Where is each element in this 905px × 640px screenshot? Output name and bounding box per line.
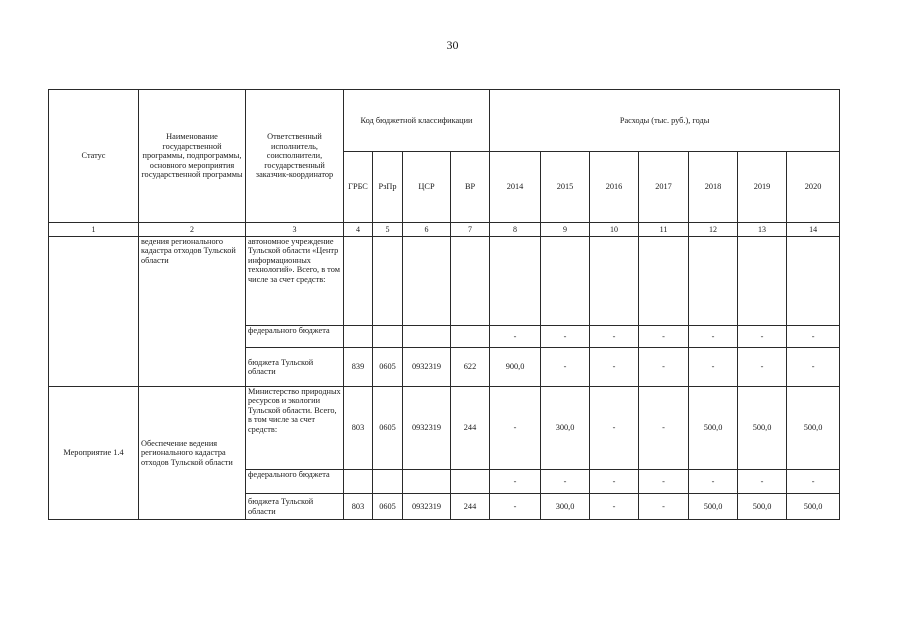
value-cell: - bbox=[490, 494, 541, 520]
rzpr-cell bbox=[373, 470, 403, 494]
grbs-cell: 803 bbox=[344, 494, 373, 520]
column-number: 13 bbox=[738, 223, 787, 237]
csr-cell: 0932319 bbox=[403, 348, 451, 387]
value-cell: - bbox=[738, 470, 787, 494]
value-cell: 500,0 bbox=[738, 387, 787, 470]
value-cell: - bbox=[738, 326, 787, 348]
responsible-cell: Министерство природных ресурсов и экологии Тульской области. Всего, в том числе за счет средств: bbox=[246, 387, 344, 470]
header-expenses: Расходы (тыс. руб.), годы bbox=[490, 90, 840, 152]
header-budget-code: Код бюджетной классификации bbox=[344, 90, 490, 152]
vr-cell: 244 bbox=[451, 387, 490, 470]
value-cell: - bbox=[689, 326, 738, 348]
column-number: 1 bbox=[49, 223, 139, 237]
responsible-cell: автономное учреждение Тульской области «Центр информационных технологий». Всего, в том числе за счет средств: bbox=[246, 237, 344, 326]
value-cell: 500,0 bbox=[738, 494, 787, 520]
csr-cell bbox=[403, 237, 451, 326]
responsible-cell: бюджета Тульской области bbox=[246, 348, 344, 387]
column-number: 6 bbox=[403, 223, 451, 237]
value-cell: - bbox=[639, 387, 689, 470]
value-cell: - bbox=[541, 348, 590, 387]
header-year: 2017 bbox=[639, 152, 689, 223]
value-cell bbox=[738, 237, 787, 326]
header-year: 2019 bbox=[738, 152, 787, 223]
column-number: 3 bbox=[246, 223, 344, 237]
value-cell: 500,0 bbox=[787, 494, 840, 520]
column-number-row bbox=[49, 223, 840, 237]
value-cell bbox=[490, 237, 541, 326]
value-cell: 300,0 bbox=[541, 494, 590, 520]
grbs-cell bbox=[344, 470, 373, 494]
csr-cell: 0932319 bbox=[403, 494, 451, 520]
grbs-cell bbox=[344, 326, 373, 348]
value-cell: - bbox=[590, 348, 639, 387]
value-cell: - bbox=[787, 326, 840, 348]
column-number: 2 bbox=[139, 223, 246, 237]
rzpr-cell: 0605 bbox=[373, 387, 403, 470]
grbs-cell: 839 bbox=[344, 348, 373, 387]
header-year: 2016 bbox=[590, 152, 639, 223]
column-number: 9 bbox=[541, 223, 590, 237]
csr-cell: 0932319 bbox=[403, 387, 451, 470]
vr-cell: 622 bbox=[451, 348, 490, 387]
value-cell: - bbox=[490, 387, 541, 470]
value-cell: - bbox=[787, 470, 840, 494]
column-number: 4 bbox=[344, 223, 373, 237]
value-cell: - bbox=[738, 348, 787, 387]
header-year: 2014 bbox=[490, 152, 541, 223]
header-vr: ВР bbox=[451, 152, 490, 223]
column-number: 7 bbox=[451, 223, 490, 237]
status-cell: Мероприятие 1.4 bbox=[49, 387, 139, 520]
value-cell: - bbox=[590, 494, 639, 520]
vr-cell: 244 bbox=[451, 494, 490, 520]
value-cell: - bbox=[689, 348, 738, 387]
value-cell: - bbox=[639, 470, 689, 494]
column-number: 11 bbox=[639, 223, 689, 237]
responsible-cell: федерального бюджета bbox=[246, 470, 344, 494]
vr-cell bbox=[451, 326, 490, 348]
rzpr-cell bbox=[373, 237, 403, 326]
header-responsible: Ответственный исполнитель, соисполнители, государственный заказчик-координатор bbox=[246, 90, 344, 223]
grbs-cell bbox=[344, 237, 373, 326]
value-cell bbox=[787, 237, 840, 326]
rzpr-cell: 0605 bbox=[373, 494, 403, 520]
grbs-cell: 803 bbox=[344, 387, 373, 470]
responsible-cell: бюджета Тульской области bbox=[246, 494, 344, 520]
value-cell: - bbox=[689, 470, 738, 494]
value-cell: - bbox=[787, 348, 840, 387]
value-cell bbox=[689, 237, 738, 326]
column-number: 8 bbox=[490, 223, 541, 237]
value-cell: - bbox=[590, 387, 639, 470]
value-cell: - bbox=[639, 494, 689, 520]
value-cell: - bbox=[490, 326, 541, 348]
value-cell: 500,0 bbox=[689, 494, 738, 520]
status-cell bbox=[49, 237, 139, 387]
table-row bbox=[49, 237, 840, 326]
rzpr-cell: 0605 bbox=[373, 348, 403, 387]
header-program-name: Наименование государственной программы, подпрограммы, основного мероприятия государственной программы bbox=[139, 90, 246, 223]
rzpr-cell bbox=[373, 326, 403, 348]
value-cell: - bbox=[639, 348, 689, 387]
column-number: 12 bbox=[689, 223, 738, 237]
header-csr: ЦСР bbox=[403, 152, 451, 223]
value-cell: 500,0 bbox=[689, 387, 738, 470]
value-cell: - bbox=[541, 326, 590, 348]
value-cell: - bbox=[590, 470, 639, 494]
table-row bbox=[49, 387, 840, 470]
column-number: 10 bbox=[590, 223, 639, 237]
value-cell: 300,0 bbox=[541, 387, 590, 470]
program-name-cell: Обеспечение ведения регионального кадастра отходов Тульской области bbox=[139, 387, 246, 520]
value-cell bbox=[590, 237, 639, 326]
column-number: 5 bbox=[373, 223, 403, 237]
header-year: 2015 bbox=[541, 152, 590, 223]
budget-table bbox=[48, 89, 840, 520]
value-cell: - bbox=[639, 326, 689, 348]
program-name-cell: ведения регионального кадастра отходов Тульской области bbox=[139, 237, 246, 387]
header-status: Статус bbox=[49, 90, 139, 223]
header-year: 2018 bbox=[689, 152, 738, 223]
value-cell: - bbox=[490, 470, 541, 494]
csr-cell bbox=[403, 470, 451, 494]
value-cell bbox=[639, 237, 689, 326]
column-number: 14 bbox=[787, 223, 840, 237]
page-number: 30 bbox=[446, 38, 459, 52]
responsible-cell: федерального бюджета bbox=[246, 326, 344, 348]
header-grbs: ГРБС bbox=[344, 152, 373, 223]
header-rzpr: РзПр bbox=[373, 152, 403, 223]
value-cell: 900,0 bbox=[490, 348, 541, 387]
value-cell: - bbox=[541, 470, 590, 494]
value-cell: 500,0 bbox=[787, 387, 840, 470]
header-year: 2020 bbox=[787, 152, 840, 223]
vr-cell bbox=[451, 470, 490, 494]
csr-cell bbox=[403, 326, 451, 348]
vr-cell bbox=[451, 237, 490, 326]
header-row-top bbox=[49, 90, 840, 152]
value-cell bbox=[541, 237, 590, 326]
value-cell: - bbox=[590, 326, 639, 348]
